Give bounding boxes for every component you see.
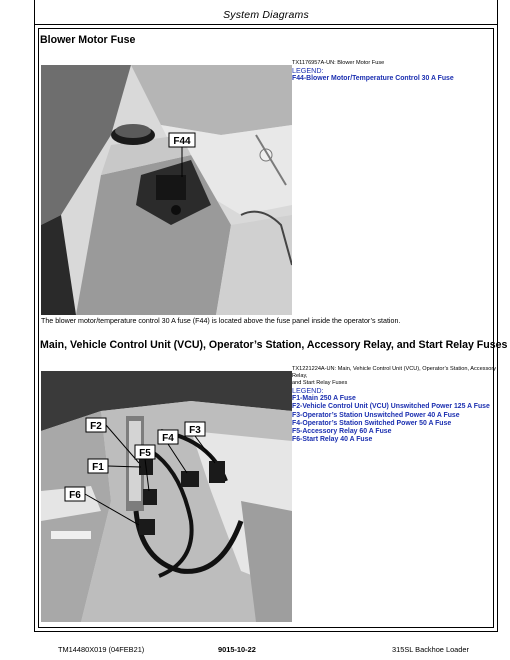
legend-item-f6: F6-Start Relay 40 A Fuse bbox=[292, 436, 373, 444]
legend-item-f4: F4-Operator’s Station Switched Power 50 A Fuse bbox=[292, 419, 452, 427]
blower-fuse-illustration bbox=[41, 65, 292, 315]
figure-id-line2: and Start Relay Fuses bbox=[292, 380, 348, 386]
blower-motor-fuse-photo bbox=[41, 65, 292, 315]
legend-label: LEGEND: bbox=[292, 386, 324, 395]
callout-f3: F3 bbox=[189, 425, 201, 436]
legend-item-f5: F5-Accessory Relay 60 A Fuse bbox=[292, 428, 392, 436]
legend-item-f2: F2-Vehicle Control Unit (VCU) Unswitched Power 125 A Fuse bbox=[292, 403, 490, 411]
legend-label: LEGEND: bbox=[292, 66, 324, 75]
blower-fuse-description: The blower motor/temperature control 30 A fuse (F44) is located above the fuse panel inside the operator’s station. bbox=[41, 317, 401, 325]
legend-item-f1: F1-Main 250 A Fuse bbox=[292, 395, 356, 403]
callout-f2: F2 bbox=[90, 421, 102, 432]
page-header-title: System Diagrams bbox=[223, 9, 309, 21]
footer-doc-id: TM14480X019 (04FEB21) bbox=[58, 645, 145, 654]
figure-caption-main-fuses bbox=[292, 366, 510, 444]
section-title-blower-motor-fuse: Blower Motor Fuse bbox=[40, 34, 136, 46]
main-fuses-photo bbox=[41, 371, 292, 622]
callout-f5: F5 bbox=[139, 448, 151, 459]
section-title-main-fuses: Main, Vehicle Control Unit (VCU), Operator’s Station, Accessory Relay, and Start Relay Fuses bbox=[40, 339, 508, 351]
legend-item-f3: F3-Operator’s Station Unswitched Power 40 A Fuse bbox=[292, 411, 460, 419]
callout-f1: F1 bbox=[92, 462, 104, 473]
header-divider bbox=[35, 24, 497, 25]
footer-page-number: 9015-10-22 bbox=[218, 645, 256, 654]
callout-f4: F4 bbox=[162, 433, 174, 444]
legend-item: F44-Blower Motor/Temperature Control 30 A Fuse bbox=[292, 75, 454, 83]
callout-f44: F44 bbox=[173, 136, 191, 147]
callout-f6: F6 bbox=[69, 490, 81, 501]
figure-id-line1: TX1221224A-UN: Main, Vehicle Control Unit (VCU), Operator’s Station, Accessory Relay, bbox=[292, 366, 497, 379]
figure-caption-blower bbox=[292, 60, 454, 83]
figure-id: TX1176957A-UN: Blower Motor Fuse bbox=[292, 60, 385, 66]
main-fuses-illustration bbox=[41, 371, 292, 622]
footer-product-name: 315SL Backhoe Loader bbox=[392, 645, 469, 654]
